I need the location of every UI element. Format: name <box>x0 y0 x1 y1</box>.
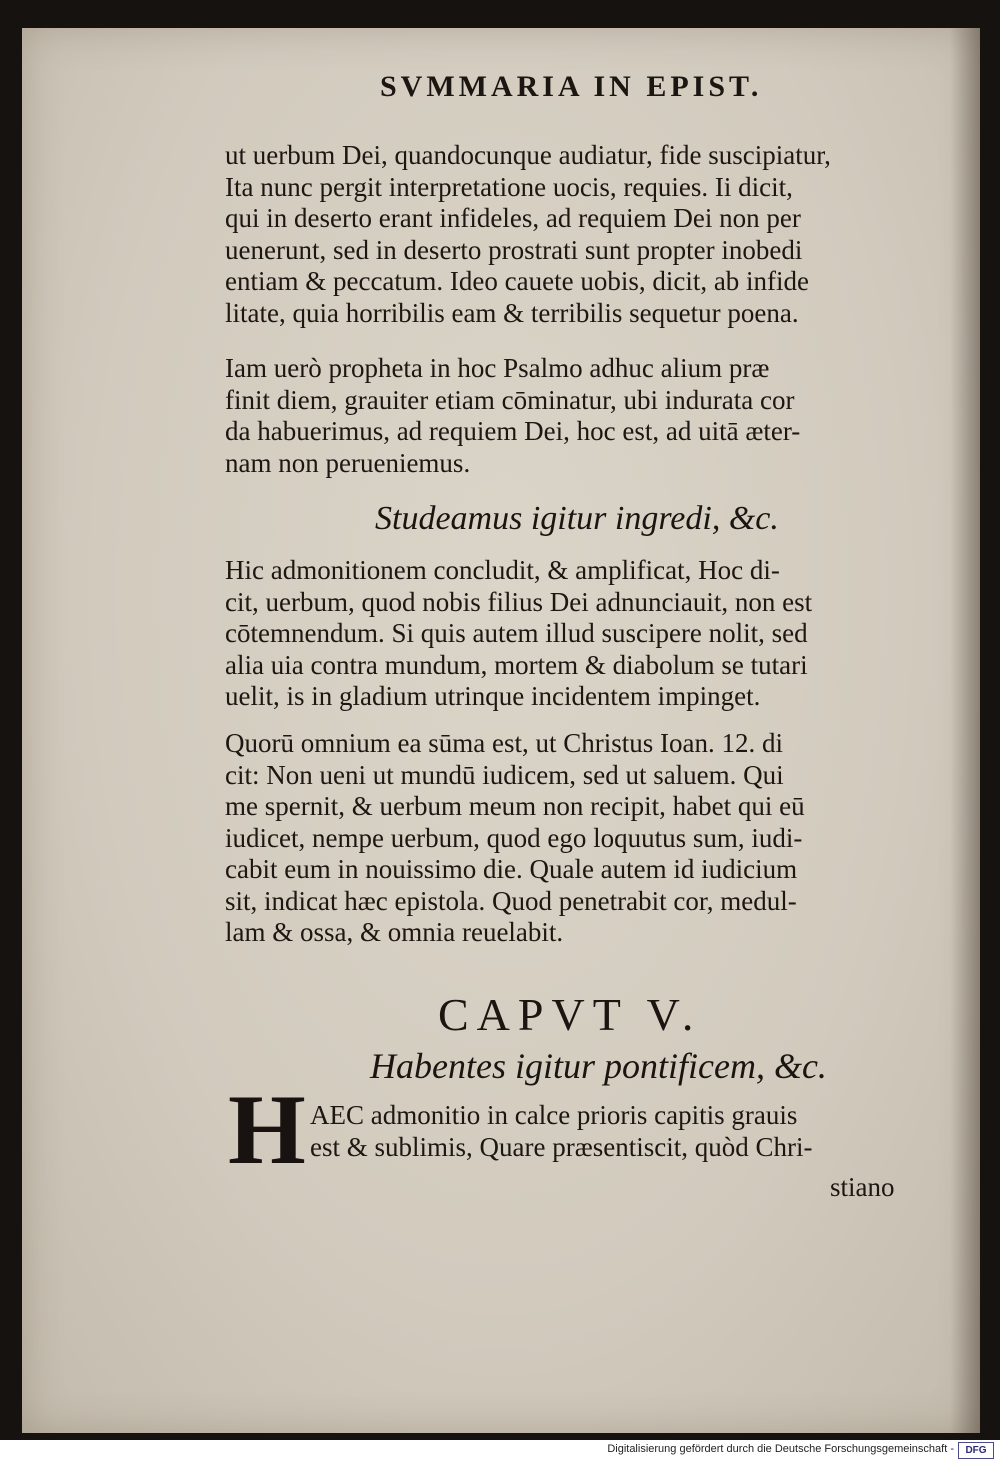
text-line: cabit eum in nouissimo die. Quale autem id iudicium <box>225 854 798 884</box>
text-line: finit diem, grauiter etiam cōminatur, ubi indurata cor <box>225 384 795 415</box>
text-line: cit, uerbum, quod nobis filius Dei adnunciauit, non est <box>225 586 813 617</box>
footer-bar <box>0 1440 1000 1460</box>
catchword: stiano <box>830 1172 895 1202</box>
text-line: cit: Non ueni ut mundū iudicem, sed ut saluem. Qui <box>225 759 784 790</box>
text-line: ut uerbum Dei, quandocunque audiatur, fide suscipiatur, <box>225 140 831 170</box>
text-line: qui in deserto erant infideles, ad requiem Dei non per <box>225 203 801 233</box>
text-line: lam & ossa, & omnia reuelabit. <box>225 917 564 947</box>
drop-capital: H <box>228 1074 306 1185</box>
text-line: alia uia contra mundum, mortem & diabolum se tutari <box>225 649 808 680</box>
text-line: litate, quia horribilis eam & terribilis sequetur poena. <box>225 297 799 328</box>
text-line: nam non perueniemus. <box>225 447 471 478</box>
text-line: me spernit, & uerbum meum non recipit, habet qui eū <box>225 791 805 821</box>
text-line: Quorū omnium ea sūma est, ut Christus Ioan. 12. di <box>225 728 783 758</box>
dfg-logo: DFG <box>958 1442 994 1459</box>
paragraph-4 <box>225 728 940 949</box>
running-head: SVMMARIA IN EPIST. <box>380 70 763 103</box>
paragraph-2 <box>225 353 940 479</box>
text-line: iudicet, nempe uerbum, quod ego loquutus sum, iudi- <box>225 822 803 853</box>
section-heading-studeamus: Studeamus igitur ingredi, &c. <box>375 500 779 537</box>
text-line: Ita nunc pergit interpretatione uocis, requies. Ii dicit, <box>225 171 793 202</box>
chapter-heading: CAPVT V. <box>438 989 702 1040</box>
text-line: AEC admonitio in calce prioris capitis grauis <box>310 1100 798 1130</box>
page-gutter-shadow <box>950 28 980 1433</box>
text-line: entiam & peccatum. Ideo cauete uobis, dicit, ab infide <box>225 266 810 296</box>
text-line: da habuerimus, ad requiem Dei, hoc est, ad uitā æter- <box>225 416 801 446</box>
text-line: Iam uerò propheta in hoc Psalmo adhuc alium præ <box>225 353 770 383</box>
text-line: sit, indicat hæc epistola. Quod penetrabit cor, medul- <box>225 885 797 916</box>
section-heading-habentes: Habentes igitur pontificem, &c. <box>370 1046 827 1086</box>
text-line: Hic admonitionem concludit, & amplificat, Hoc di- <box>225 555 780 585</box>
funding-credit: Digitalisierung gefördert durch die Deutsche Forschungsgemeinschaft - <box>607 1443 954 1455</box>
text-line: est & sublimis, Quare præsentiscit, quòd Chri- <box>310 1131 813 1162</box>
paragraph-3 <box>225 555 940 713</box>
text-line: cōtemnendum. Si quis autem illud suscipere nolit, sed <box>225 618 808 648</box>
paragraph-1 <box>225 140 940 329</box>
paragraph-5 <box>310 1100 940 1163</box>
text-line: uenerunt, sed in deserto prostrati sunt propter inobedi <box>225 234 803 265</box>
text-line: uelit, is in gladium utrinque incidentem impinget. <box>225 681 761 711</box>
